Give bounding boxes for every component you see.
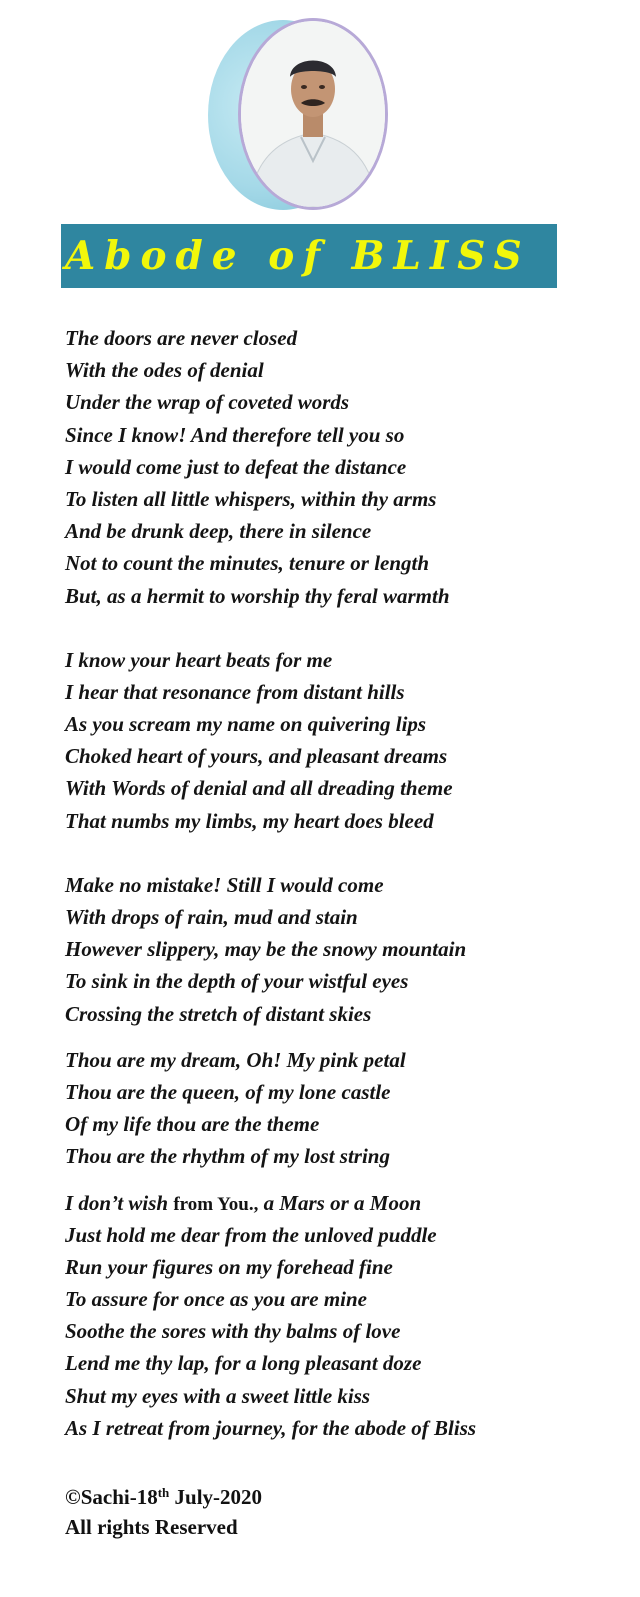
stanza-2 (65, 644, 635, 837)
portrait-image (241, 21, 385, 207)
title-banner (61, 224, 557, 288)
poem-line: With the odes of denial (65, 358, 264, 383)
poem-title: Abode of BLISS (65, 233, 531, 279)
poem-line: Thou are the queen, of my lone castle (65, 1079, 391, 1104)
poem-line: Run your figures on my forehead fine (65, 1254, 393, 1279)
poem-line: Crossing the stretch of distant skies (65, 1001, 372, 1026)
poem-line: To listen all little whispers, within thy arms (65, 486, 437, 511)
poem-line: The doors are never closed (65, 326, 298, 350)
poem-line: And be drunk deep, there in silence (65, 519, 372, 544)
poem-line: With drops of rain, mud and stain (65, 905, 358, 929)
poem-line: However slippery, may be the snowy mountain (65, 937, 467, 962)
poem-line: Under the wrap of coveted words (65, 390, 350, 415)
author-portrait (208, 18, 390, 214)
copyright-superscript: th (157, 1485, 170, 1500)
poem-line: As I retreat from journey, for the abode of Bliss (65, 1415, 477, 1440)
poem-line-part: I don’t wish (65, 1190, 174, 1215)
poem-line: That numbs my limbs, my heart does bleed (65, 808, 434, 833)
stanza-1 (65, 322, 635, 612)
poem-line: To assure for once as you are mine (65, 1287, 367, 1312)
stanza-4 (65, 1044, 635, 1173)
copyright-text: ©Sachi-18 (65, 1485, 158, 1509)
copyright-date: July-2020 (169, 1485, 263, 1509)
rights-reserved: All rights Reserved (65, 1515, 238, 1539)
poem-line: Thou are my dream, Oh! My pink petal (65, 1047, 406, 1072)
poem-line: Thou are the rhythm of my lost string (65, 1144, 390, 1169)
poem-line: As you scream my name on quivering lips (65, 712, 427, 737)
poem-line: Shut my eyes with a sweet little kiss (65, 1383, 371, 1408)
poem-line-part: from You., (173, 1193, 259, 1215)
poem-line: I know your heart beats for me (65, 647, 333, 672)
poem-line: Just hold me dear from the unloved puddle (65, 1222, 437, 1247)
poem-line: I hear that resonance from distant hills (65, 679, 405, 704)
poem-line: Choked heart of yours, and pleasant dreams (65, 744, 448, 769)
poem-line: Not to count the minutes, tenure or length (65, 551, 430, 576)
portrait-frame (238, 18, 388, 210)
copyright-line (65, 1478, 262, 1512)
poem-line-part: a Mars or a Moon (258, 1190, 422, 1215)
poem-line: Lend me thy lap, for a long pleasant doze (65, 1351, 422, 1376)
poem-line: Of my life thou are the theme (65, 1112, 320, 1137)
poem-line: Make no mistake! Still I would come (65, 872, 384, 897)
poem-body (65, 322, 635, 1444)
copyright-footer (65, 1478, 262, 1542)
poem-line: But, as a hermit to worship thy feral warmth (65, 583, 450, 608)
stanza-3 (65, 869, 635, 1030)
poem-line: Since I know! And therefore tell you so (65, 422, 405, 447)
poem-line: Soothe the sores with thy balms of love (65, 1319, 401, 1344)
poem-line: To sink in the depth of your wistful eyes (65, 969, 409, 994)
poem-line (65, 1187, 635, 1219)
stanza-5 (65, 1187, 635, 1445)
poem-line: With Words of denial and all dreading theme (65, 776, 453, 801)
poem-line: I would come just to defeat the distance (65, 454, 407, 479)
